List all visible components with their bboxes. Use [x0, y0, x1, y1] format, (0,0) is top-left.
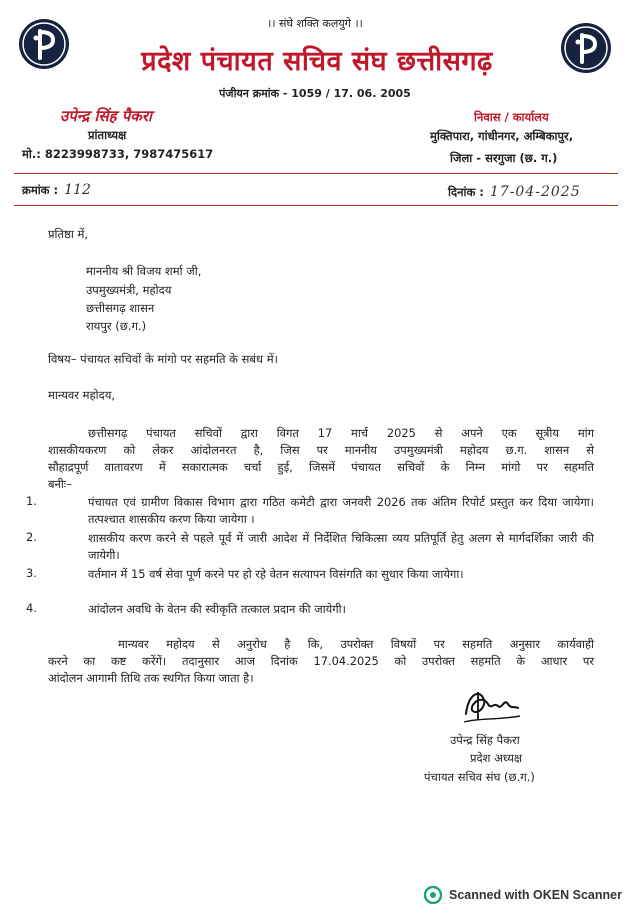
reference-number	[22, 182, 91, 198]
address-line: जिला - सरगुजा (छ. ग.)	[450, 151, 558, 165]
letter-date	[448, 184, 581, 200]
recipient-line: छत्तीसगढ़ शासन	[86, 301, 155, 315]
sender-role: प्रांताध्यक्ष	[88, 128, 127, 142]
subject-line: विषय– पंचायत सचिवों के मांगो पर सहमति के सबंध में।	[48, 352, 278, 366]
list-item: पंचायत एवं ग्रामीण विकास विभाग द्वारा गठित कमेटी द्वारा जनवरी 2026 तक अंतिम रिपोर्ट प्रस्तुत कर दिया जायेगा। तत्पश्चात शासकीय करण किया जायेगा ।	[88, 495, 594, 526]
list-item: वर्तमान में 15 वर्ष सेवा पूर्ण करने पर हो रहे वेतन सत्यापन विसंगति का सुधार किया जायेगा।	[88, 567, 464, 581]
reference-label: क्रमांक :	[22, 183, 59, 197]
scanner-text: Scanned with OKEN Scanner	[449, 888, 622, 902]
org-title: प्रदेश पंचायत सचिव संघ छत्तीसगढ़	[141, 46, 493, 77]
item-number: 4.	[26, 601, 37, 615]
panchayat-logo-icon	[18, 18, 70, 70]
signatory-name: उपेन्द्र सिंह पैकरा	[450, 733, 520, 747]
signature-image	[458, 684, 528, 730]
reference-value: 112	[64, 182, 91, 198]
sender-phone: मो.: 8223998733, 7987475617	[22, 147, 214, 161]
closing-line: मान्यवर महोदय से अनुरोध है कि, उपरोक्त विषयों पर सहमति अनुसार कार्यवाही	[118, 637, 594, 651]
signatory-role: प्रदेश अध्यक्ष	[470, 751, 523, 765]
sender-name: उपेन्द्र सिंह पैकरा	[60, 107, 152, 125]
oken-scanner-icon	[424, 886, 442, 904]
item-number: 2.	[26, 530, 37, 544]
closing-line: करने का कष्ट करेंगें। तदानुसार आज दिनांक 17.04.2025 को उपरोक्त सहमति के आधार पर	[48, 654, 594, 668]
list-item: आंदोलन अवधि के वेतन की स्वीकृति तत्काल प्रदान की जायेगी।	[88, 602, 346, 616]
reference-divider	[14, 205, 618, 206]
signatory-org: पंचायत सचिव संघ (छ.ग.)	[424, 770, 535, 784]
address-line: मुक्तिपारा, गांधीनगर, अम्बिकापुर,	[430, 129, 574, 143]
intro-line: छत्तीसगढ़ पंचायत सचिवों द्वारा विगत 17 मार्च 2025 से अपने एक सूत्रीय मांग	[88, 426, 594, 440]
salutation: मान्यवर महोदय,	[48, 388, 116, 402]
to-prefix: प्रतिष्ठा में,	[48, 227, 89, 241]
recipient-line: उपमुख्यमंत्री, महोदय	[86, 283, 172, 297]
panchayat-logo-icon	[560, 22, 612, 74]
intro-line: सौहाद्रपूर्ण वातावरण में सकारात्मक चर्चा हुई, जिसमें पंचायत सचिवों के निम्न मांगो पर सहमति	[48, 460, 594, 474]
motto: ।। संघे शक्ति कलयुगे ।।	[267, 17, 363, 30]
recipient-line: रायपुर (छ.ग.)	[86, 319, 147, 333]
address-label: निवास / कार्यालय	[474, 110, 549, 124]
registration-number: पंजीयन क्रमांक - 1059 / 17. 06. 2005	[219, 87, 411, 100]
closing-line: आंदोलन आगामी तिथि तक स्थगित किया जाता है।	[48, 671, 254, 685]
scanner-watermark	[424, 884, 622, 906]
intro-line: शासकीयकरण को लेकर आंदोलनरत है, जिस पर माननीय उपमुख्यमंत्री महोदय छ.ग. शासन से	[48, 443, 594, 457]
recipient-line: माननीय श्री विजय शर्मा जी,	[86, 264, 202, 278]
header-divider	[14, 173, 618, 174]
list-item: शासकीय करण करने से पहले पूर्व में जारी आदेश में निर्देशित चिकित्सा व्यय प्रतिपूर्ति हेतु अलग से मार्गदर्शिका जारी की जायेगी।	[88, 531, 594, 562]
item-number: 3.	[26, 566, 37, 580]
intro-line: बनीः–	[48, 477, 72, 491]
date-label: दिनांक :	[448, 185, 484, 199]
date-value: 17-04-2025	[489, 184, 581, 200]
item-number: 1.	[26, 494, 37, 508]
